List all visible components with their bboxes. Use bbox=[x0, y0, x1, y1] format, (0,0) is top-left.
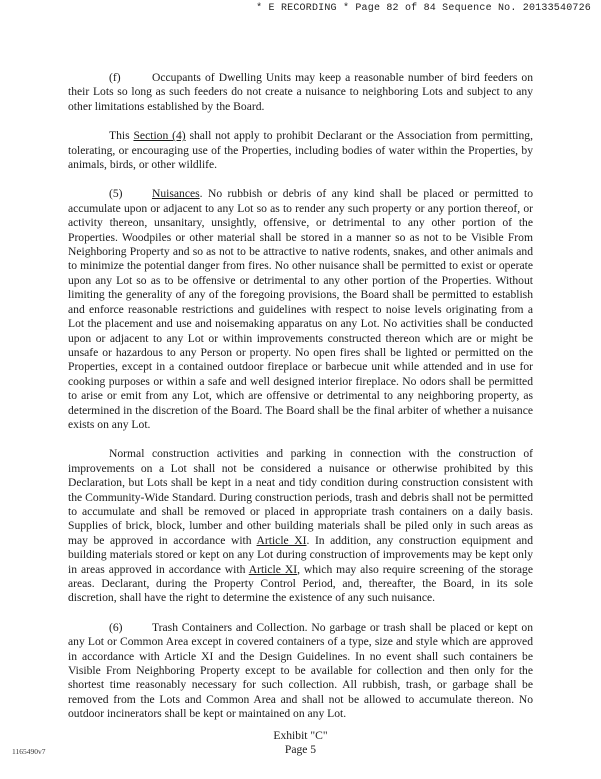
article-reference: Article XI bbox=[248, 562, 298, 576]
paragraph-number: (6) bbox=[109, 620, 123, 634]
paragraph-nuisances bbox=[68, 187, 533, 432]
paragraph-text: shall not apply to prohibit Declarant or the Association from permitting, tolerating, or encouraging use of the Properties, including bodies of water within the Properties, by animals, birds, or other wildlife. bbox=[68, 129, 534, 172]
paragraph-text: . In addition, any construction equipment and building materials stored or kept on any Lot during construction of improvements may be kept only in areas approved in accordance with bbox=[68, 533, 533, 576]
paragraph-section-4-exception bbox=[68, 129, 533, 172]
paragraph-construction bbox=[68, 447, 533, 605]
paragraph-trash-containers bbox=[68, 621, 533, 722]
paragraph-text: Normal construction activities and parking in connection with the construction of improvements on a Lot shall not be considered a nuisance or otherwise prohibited by this Declaration, but Lots shall be kept in a neat and tidy condition during construction consistent with the Community-Wide Standard. During construction periods, trash and debris shall not be permitted to accumulate and shall be removed or placed in appropriate trash containers on a daily basis. Supplies of brick, block, lumber and other building materials shall be piled only in such areas as may be approved in accordance with bbox=[68, 447, 533, 547]
document-body bbox=[68, 71, 533, 737]
section-title: Nuisances bbox=[152, 187, 200, 201]
article-reference: Article XI bbox=[256, 533, 307, 547]
exhibit-label: Exhibit "C" bbox=[273, 729, 328, 742]
paragraph-text: This bbox=[109, 129, 134, 143]
paragraph-text: , which may also require screening of the storage areas. Declarant, during the Property Control Period, and, thereafter, the Board, in its sole discretion, shall have the right to determine the existence of any such nuisance. bbox=[68, 562, 533, 605]
paragraph-text: Occupants of Dwelling Units may keep a reasonable number of bird feeders on their Lots so long as such feeders do not create a nuisance to neighboring Lots and subject to any other limitations established by the Board. bbox=[68, 71, 533, 113]
paragraph-number: (f) bbox=[109, 71, 121, 84]
paragraph-bird-feeders bbox=[68, 71, 533, 114]
document-number: 1165490v7 bbox=[12, 747, 46, 756]
paragraph-number: (5) bbox=[109, 187, 123, 201]
paragraph-text: . No rubbish or debris of any kind shall be placed or permitted to accumulate upon or adjacent to any Lot so as to render any such property or any portion thereof, or activity thereon, unsanitary, unsightly, offensive, or detrimental to any other portion of the Properties. Woodpiles or other material shall be stored in a manner so as not to be Visible From Neighboring Property and so as not to be attractive to native rodents, snakes, and other animals and to minimize the potential danger from fires. No other nuisance shall be permitted to exist or operate upon any Lot so as to be offensive or detrimental to any other portion of the Properties. Without limiting the generality of any of the foregoing provisions, the Board shall be permitted to establish and enforce reasonable restrictions and guidelines with respect to noise levels originating from a Lot the placement and use and noisemaking apparatus on any Lot. No activities shall be conducted upon or adjacent to any Lot or within improvements constructed thereon which are or might be unsafe or hazardous to any Person or property. No open fires shall be lighted or permitted on the Properties, except in a contained outdoor fireplace or barbecue unit while attended and in use for cooking purposes or within a safe and well designed interior fireplace. No odors shall be permitted to arise or emit from any Lot, which are offensive or detrimental to any neighboring property, as determined in the discretion of the Board. The Board shall be the final arbiter of whether a nuisance exists on any Lot. bbox=[68, 187, 533, 431]
section-reference: Section (4) bbox=[133, 129, 186, 143]
page-number: Page 5 bbox=[284, 743, 317, 756]
paragraph-text: Trash Containers and Collection. No garbage or trash shall be placed or kept on any Lot or Common Area except in covered containers of a type, size and style which are approved in accordance with Article XI and the Design Guidelines. In no event shall such containers be Visible From Neighboring Property except to be available for collection and then only for the shortest time reasonably necessary for such collection. All rubbish, trash, or garbage shall be removed from the Lots and Common Area and shall not be allowed to accumulate thereon. No outdoor incinerators shall be kept or maintained on any Lot. bbox=[68, 620, 533, 721]
recording-header: * E RECORDING * Page 82 of 84 Sequence No. 20133540726 bbox=[256, 3, 591, 14]
